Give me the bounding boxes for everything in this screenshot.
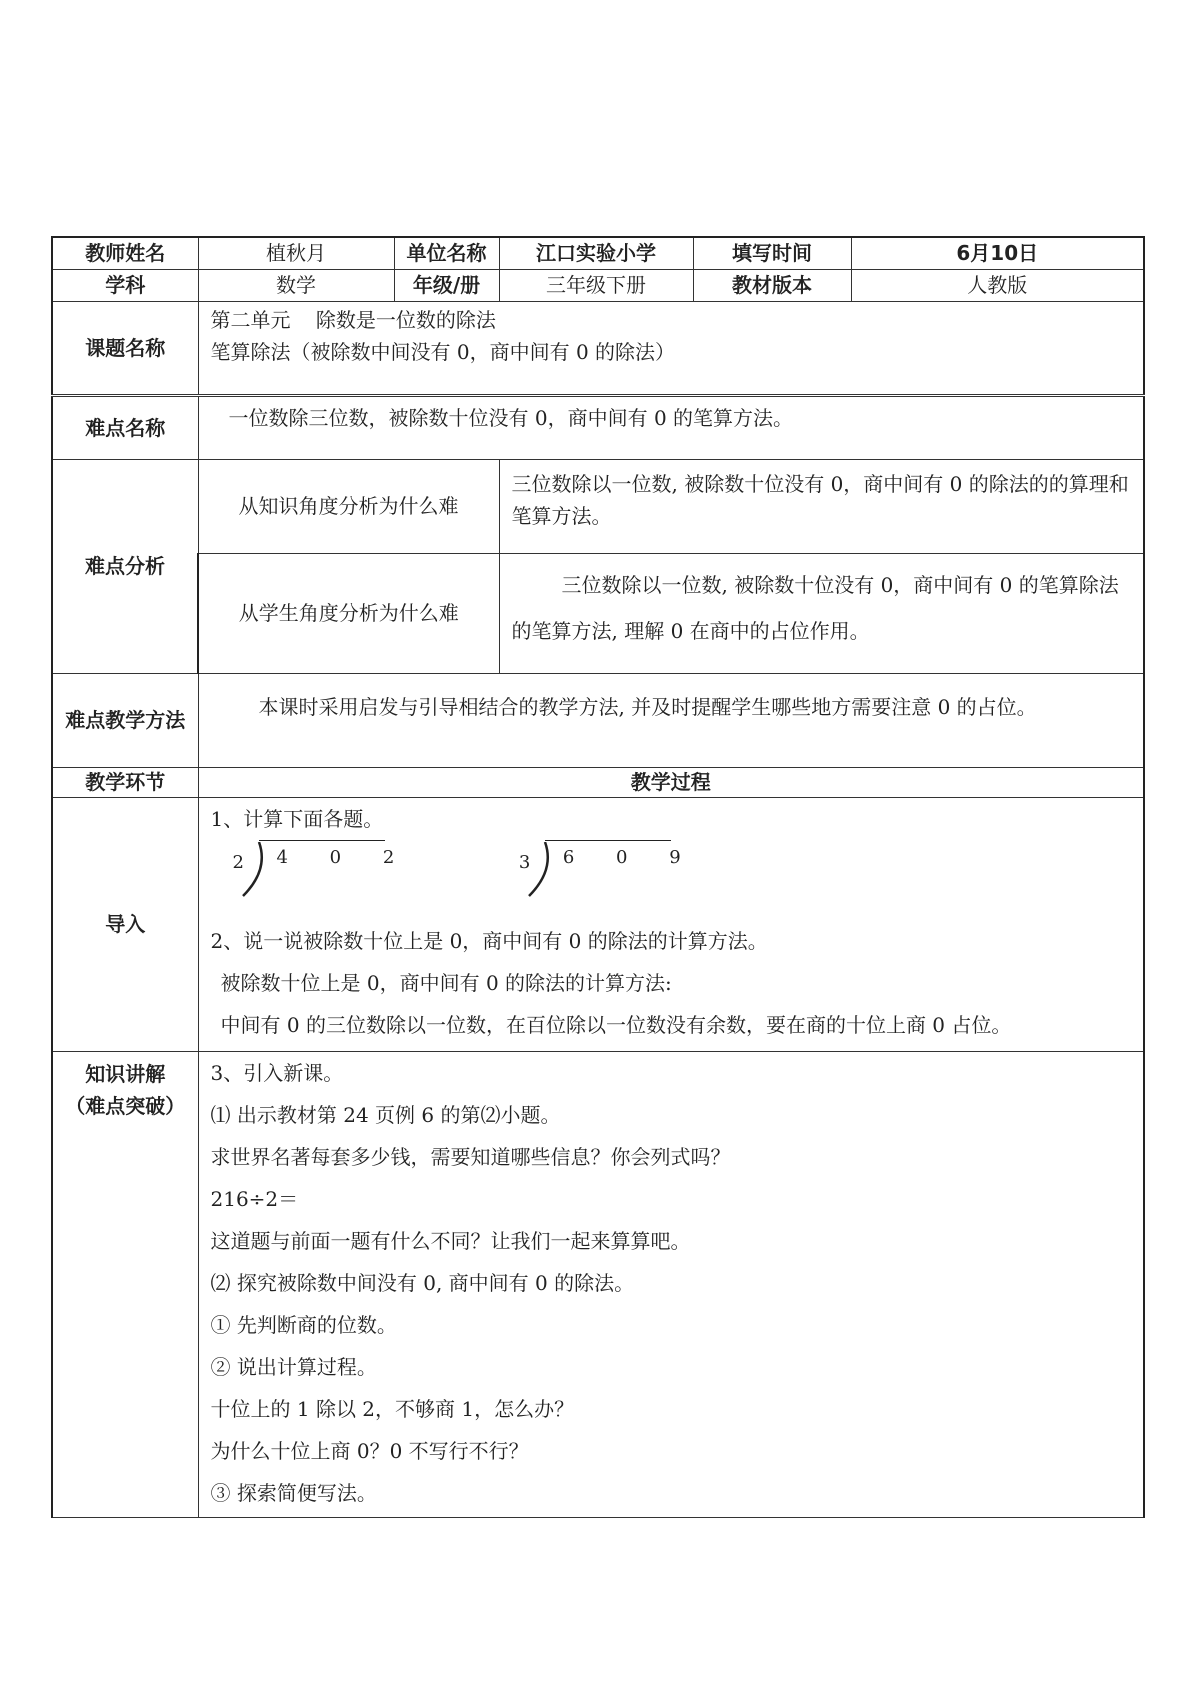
division-bracket-2 [527,842,557,898]
knowledge-line: 216÷2＝ [210,1186,299,1211]
grade-value: 三年级下册 [499,269,693,301]
intro-question-1: 1、计算下面各题。 [210,806,384,831]
process-header: 教学过程 [198,767,1144,797]
division-bracket-1 [241,842,271,898]
method-text: 本课时采用启发与引导相结合的教学方法, 并及时提醒学生哪些地方需要注意 0 的占位。 [198,673,1144,767]
topic-line-2: 笔算除法（被除数中间没有 0，商中间有 0 的除法） [210,339,676,364]
knowledge-line: 这道题与前面一题有什么不同？让我们一起来算算吧。 [210,1228,691,1253]
teacher-name-label: 教师姓名 [52,237,198,269]
knowledge-line: ② 说出计算过程。 [210,1354,377,1379]
lesson-plan-table [51,236,1145,1518]
knowledge-content [198,1051,1144,1517]
grade-label: 年级/册 [394,269,499,301]
knowledge-label-line-2: （难点突破） [65,1093,186,1118]
divisor-2: 3 [518,851,531,873]
knowledge-line: ⑴ 出示教材第 24 页例 6 的第⑵小题。 [210,1102,561,1127]
subject-label: 学科 [52,269,198,301]
long-division-1 [215,840,413,898]
divisor-1: 2 [232,851,244,873]
intro-question-2: 2、说一说被除数十位上是 0，商中间有 0 的除法的计算方法。 [210,928,768,953]
intro-answer-2: 中间有 0 的三位数除以一位数，在百位除以一位数没有余数，要在商的十位上商 0 占位。 [220,1012,1012,1037]
knowledge-line: ③ 探索简便写法。 [210,1480,377,1505]
unit-name-label: 单位名称 [394,237,499,269]
knowledge-label [52,1051,198,1517]
dividend-2-line [545,840,699,868]
analysis-label: 难点分析 [52,459,198,673]
division-examples [211,840,1132,920]
edition-value: 人教版 [851,269,1144,301]
knowledge-angle-text: 三位数除以一位数, 被除数十位没有 0，商中间有 0 的除法的的算理和笔算方法。 [499,459,1144,553]
student-angle-label: 从学生角度分析为什么难 [198,553,499,673]
student-angle-text: 三位数除以一位数, 被除数十位没有 0，商中间有 0 的笔算除法的笔算方法, 理解 0 在商中的占位作用。 [499,553,1144,673]
intro-content [198,797,1144,1051]
teacher-name-value: 植秋月 [198,237,394,269]
unit-name-value: 江口实验小学 [499,237,693,269]
difficulty-text: 一位数除三位数，被除数十位没有 0，商中间有 0 的笔算方法。 [198,395,1144,459]
difficulty-label: 难点名称 [52,395,198,459]
method-label: 难点教学方法 [52,673,198,767]
knowledge-line: ① 先判断商的位数。 [210,1312,397,1337]
fill-date-label: 填写时间 [693,237,851,269]
intro-answer-1: 被除数十位上是 0，商中间有 0 的除法的计算方法: [220,970,672,995]
subject-value: 数学 [198,269,394,301]
knowledge-label-line-1: 知识讲解 [85,1061,166,1086]
knowledge-line: 十位上的 1 除以 2，不够商 1，怎么办？ [210,1396,575,1421]
knowledge-line: 为什么十位上商 0？0 不写行不行？ [210,1438,529,1463]
dividend-1-line [259,840,413,868]
edition-label: 教材版本 [693,269,851,301]
fill-date-value: 6月10日 [851,237,1144,269]
knowledge-line: ⑵ 探究被除数中间没有 0, 商中间有 0 的除法。 [210,1270,635,1295]
knowledge-angle-label: 从知识角度分析为什么难 [198,459,499,553]
topic-content [198,301,1144,395]
knowledge-line: 求世界名著每套多少钱，需要知道哪些信息？你会列式吗？ [210,1144,731,1169]
long-division-2 [501,840,699,898]
knowledge-line: 3、引入新课。 [210,1060,344,1085]
dividend-2: 6 0 9 [562,846,699,868]
topic-label: 课题名称 [52,301,198,395]
topic-line-1: 第二单元 除数是一位数的除法 [210,307,496,332]
intro-label: 导入 [52,797,198,1051]
dividend-1: 4 0 2 [276,846,413,868]
stage-header: 教学环节 [52,767,198,797]
